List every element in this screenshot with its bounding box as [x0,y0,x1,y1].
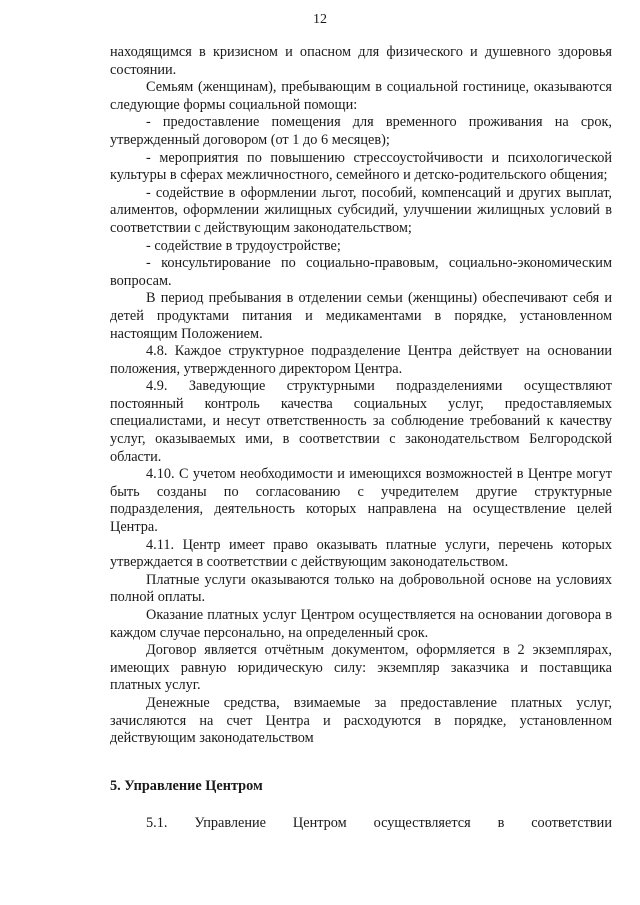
paragraph: В период пребывания в отделении семьи (женщины) обеспечивают себя и детей продуктами питания и медикаментами в порядке, установленном настоящим Положением. [110,290,612,342]
paragraph: Семьям (женщинам), пребывающим в социальной гостинице, оказываются следующие формы социальной помощи: [110,79,612,113]
paragraph: Платные услуги оказываются только на добровольной основе на условиях полной оплаты. [110,571,612,606]
clause-4-10: 4.10. С учетом необходимости и имеющихся возможностей в Центре могут быть созданы по согласованию с учредителем другие структурные подразделения, деятельность которых направлена на осуществление целей Центра. [110,466,612,536]
paragraph: находящимся в кризисном и опасном для физического и душевного здоровья состоянии. [110,44,612,78]
document-body [110,44,612,833]
page-number: 12 [313,12,327,27]
paragraph: Денежные средства, взимаемые за предоставление платных услуг, зачисляются на счет Центра и расходуются в порядке, установленном действующим законодательством [110,694,612,747]
paragraph: Оказание платных услуг Центром осуществляется на основании договора в каждом случае персонально, на определенный срок. [110,607,612,641]
clause-4-8: 4.8. Каждое структурное подразделение Центра действует на основании положения, утвержденного директором Центра. [110,343,612,377]
list-item: - консультирование по социально-правовым, социально-экономическим вопросам. [110,255,612,289]
list-item: - предоставление помещения для временного проживания на срок, утвержденный договором (от 1 до 6 месяцев); [110,114,612,148]
clause-4-9: 4.9. Заведующие структурными подразделениями осуществляют постоянный контроль качества социальных услуг, предоставляемых специалистами, и несут ответственность за соблюдение требований к качеству услуг, оказываемых ими, в соответствии с законодательством Белгородской области. [110,378,612,465]
list-item: - содействие в трудоустройстве; [146,237,341,254]
section-heading: 5. Управление Центром [110,777,263,794]
clause-5-1: 5.1. Управление Центром осуществляется в соответствии [146,815,612,832]
paragraph: Договор является отчётным документом, оформляется в 2 экземплярах, имеющих равную юридическую силу: экземпляр заказчика и поставщика платных услуг. [110,642,612,694]
list-item: - содействие в оформлении льгот, пособий, компенсаций и других выплат, алиментов, оформлении жилищных субсидий, улучшении жилищных условий в соответствии с действующим законодательством; [110,184,612,236]
list-item: - мероприятия по повышению стрессоустойчивости и психологической культуры в сферах межличностного, семейного и детско-родительского общения; [110,149,612,184]
clause-4-11: 4.11. Центр имеет право оказывать платные услуги, перечень которых утверждается в соответствии с действующим законодательством. [110,536,612,571]
